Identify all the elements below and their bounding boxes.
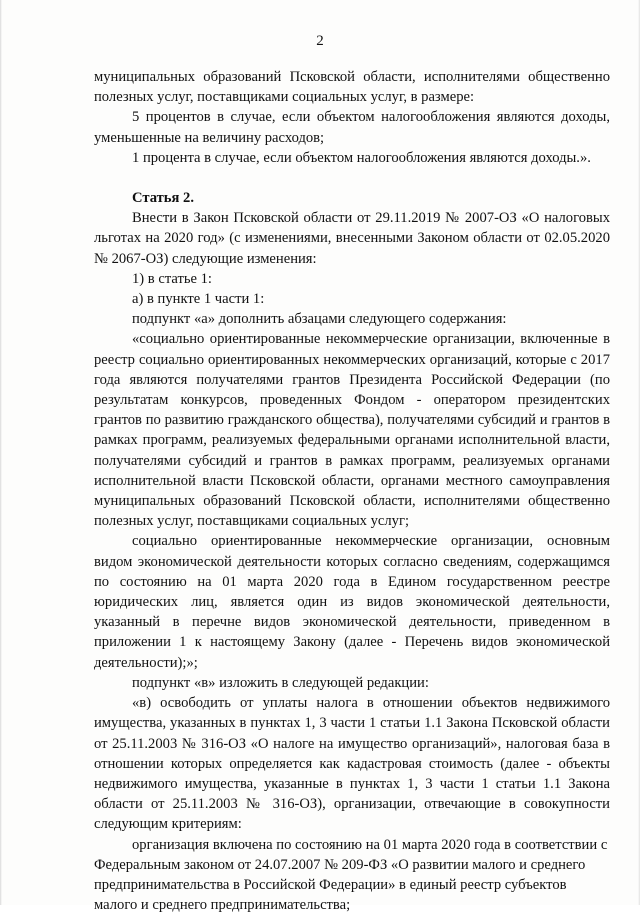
paragraph-amendment-intro: Внести в Закон Псковской области от 29.11.2019 № 2007-ОЗ «О налоговых льготах на 2020 год» (с изменениями, внесенными Законом области от 02.05.2020 № 2067-ОЗ) следующие изменения:: [94, 210, 610, 267]
article-heading: Статья 2.: [132, 190, 194, 207]
paragraph-criteria: организация включена по состоянию на 01 марта 2020 года в соответствии с Федеральным законом от 24.07.2007 № 209-ФЗ «О развитии малого и среднего предпринимательства в Российской Федерации» в единый реестр субъектов малого и среднего предпринимательства;: [94, 836, 608, 914]
paragraph-item-1: 1) в статье 1:: [132, 270, 212, 287]
paragraph-continuation: муниципальных образований Псковской области, исполнителями общественно полезных услуг, поставщиками социальных услуг, в размере:: [94, 69, 610, 106]
page-number: 2: [316, 33, 324, 49]
paragraph-rate-5-percent: 5 процентов в случае, если объектом налогообложения являются доходы, уменьшенные на величину расходов;: [94, 109, 610, 146]
paragraph-socially-oriented-1: «социально ориентированные некоммерческие организации, включенные в реестр социально ориентированных некоммерческих организаций, которые с 2017 года являются получателями грантов Президента Российской Федерации (по результатам конкурсов, проведенных Фондом - оператором президентских грантов по развитию гражданского общества), получателями субсидий и грантов в рамках программ, реализуемых федеральными органами исполнительной власти, получателями субсидий и грантов в рамках программ, реализуемых органами исполнительной власти Псковской области, органами местного самоуправления муниципальных образований Псковской области, исполнителями общественно полезных услуг, поставщиками социальных услуг;: [94, 331, 610, 530]
scan-edge-left: [0, 0, 2, 905]
paragraph-subitem-a: подпункт «а» дополнить абзацами следующего содержания:: [132, 311, 507, 328]
paragraph-item-a: а) в пункте 1 части 1:: [132, 291, 265, 308]
paragraph-rate-1-percent: 1 процента в случае, если объектом налогообложения являются доходы.».: [132, 149, 591, 166]
paragraph-subitem-v: подпункт «в» изложить в следующей редакции:: [132, 674, 429, 691]
document-body: [94, 67, 610, 915]
paragraph-subitem-v-text: «в) освободить от уплаты налога в отношении объектов недвижимого имущества, указанных в пунктах 1, 3 части 1 статьи 1.1 Закона Псковской области от 25.11.2003 № 316-ОЗ «О налоге на имущество организаций», налоговая база в отношении которых определяется как кадастровая стоимость (далее - объекты недвижимого имущества, указанные в пунктах 1, 3 части 1 статьи 1.1 Закона области от 25.11.2003 № 316-ОЗ), организации, отвечающие в совокупности следующим критериям:: [94, 695, 610, 833]
paragraph-socially-oriented-2: социально ориентированные некоммерческие организации, основным видом экономической деятельности которых согласно сведениям, содержащимся по состоянию на 01 марта 2020 года в Едином государственном реестре юридических лиц, является один из видов экономической деятельности, указанный в перечне видов экономической деятельности, приведенном в приложении 1 к настоящему Закону (далее - Перечень видов экономической деятельности);»;: [94, 533, 610, 671]
